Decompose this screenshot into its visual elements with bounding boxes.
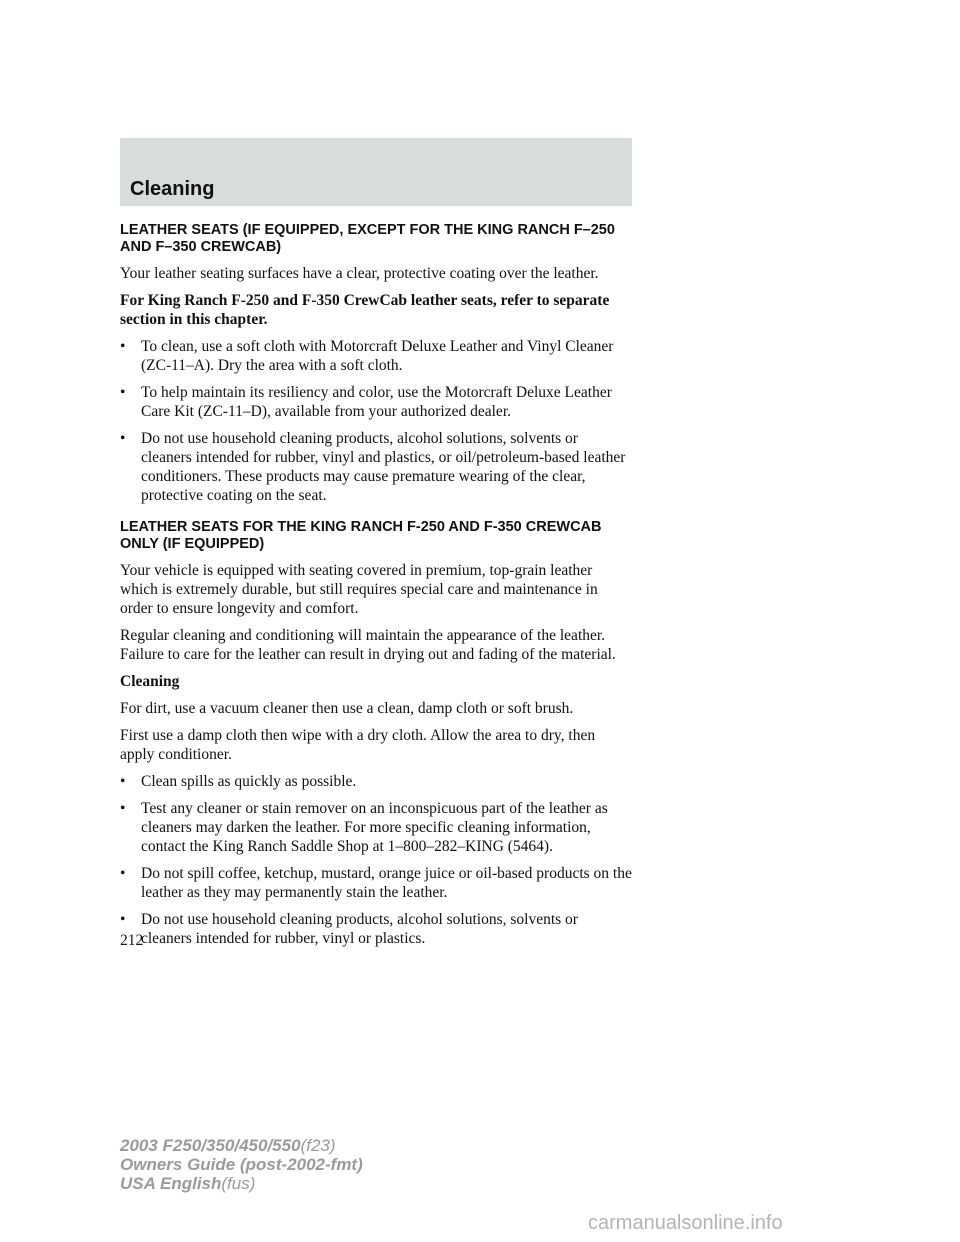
bullet-icon: •: [120, 865, 126, 882]
list-item: • Test any cleaner or stain remover on an inconspicuous part of the leather as cleaners may darken the leather. For more specific cleaning information, contact the King Ranch Saddle Shop at 1–800–282–KING (5464).: [120, 800, 608, 855]
bullet-icon: •: [120, 338, 126, 355]
paragraph: First use a damp cloth then wipe with a dry cloth. Allow the area to dry, then apply conditioner.: [120, 727, 596, 763]
subheading-cleaning: Cleaning: [120, 673, 180, 690]
intro-paragraph: Your leather seating surfaces have a clear, protective coating over the leather.: [120, 265, 599, 282]
paragraph: Regular cleaning and conditioning will maintain the appearance of the leather. Failure to care for the leather can result in drying out and fading of the material.: [120, 627, 616, 663]
leather-care-list: [120, 337, 632, 505]
bullet-icon: •: [120, 773, 126, 790]
bullet-icon: •: [120, 800, 126, 817]
footer-line-model: 2003 F250/350/450/550(f23): [120, 1136, 336, 1155]
footer-document-info: [120, 1136, 363, 1193]
watermark: carmanualsonline.info: [588, 1212, 783, 1234]
paragraph: For dirt, use a vacuum cleaner then use a clean, damp cloth or soft brush.: [120, 700, 574, 717]
bullet-icon: •: [120, 430, 126, 447]
heading-leather-seats: LEATHER SEATS (IF EQUIPPED, EXCEPT FOR THE KING RANCH F–250 AND F–350 CREWCAB): [120, 222, 615, 255]
paragraph: Your vehicle is equipped with seating covered in premium, top-grain leather which is extremely durable, but still requires special care and maintenance in order to ensure longevity and comfort.: [120, 562, 598, 617]
footer-line-language: USA English(fus): [120, 1174, 256, 1193]
king-ranch-care-list: [120, 772, 632, 948]
list-item: • Do not use household cleaning products, alcohol solutions, solvents or cleaners intended for rubber, vinyl and plastics, or oil/petroleum-based leather conditioners. These products may cause premature wearing of the clear, protective coating on the seat.: [120, 430, 626, 504]
bullet-icon: •: [120, 384, 126, 401]
section-title: Cleaning: [130, 178, 215, 200]
list-item: • To clean, use a soft cloth with Motorcraft Deluxe Leather and Vinyl Cleaner (ZC-11–A). Dry the area with a soft cloth.: [120, 338, 614, 374]
list-item: • Do not spill coffee, ketchup, mustard, orange juice or oil-based products on the leather as they may permanently stain the leather.: [120, 865, 632, 901]
footer-line-guide: Owners Guide (post-2002-fmt): [120, 1155, 363, 1174]
list-item: • Do not use household cleaning products, alcohol solutions, solvents or cleaners intended for rubber, vinyl or plastics.: [120, 911, 578, 947]
king-ranch-note: For King Ranch F-250 and F-350 CrewCab leather seats, refer to separate section in this chapter.: [120, 292, 610, 328]
heading-king-ranch: LEATHER SEATS FOR THE KING RANCH F-250 AND F-350 CREWCAB ONLY (IF EQUIPPED): [120, 519, 602, 552]
bullet-icon: •: [120, 911, 126, 928]
page-content: [120, 222, 632, 956]
page-number: 212: [120, 932, 144, 949]
list-item: • Clean spills as quickly as possible.: [120, 773, 357, 790]
list-item: • To help maintain its resiliency and color, use the Motorcraft Deluxe Leather Care Kit (ZC-11–D), available from your authorized dealer.: [120, 384, 612, 420]
section-header-band: [120, 138, 632, 206]
